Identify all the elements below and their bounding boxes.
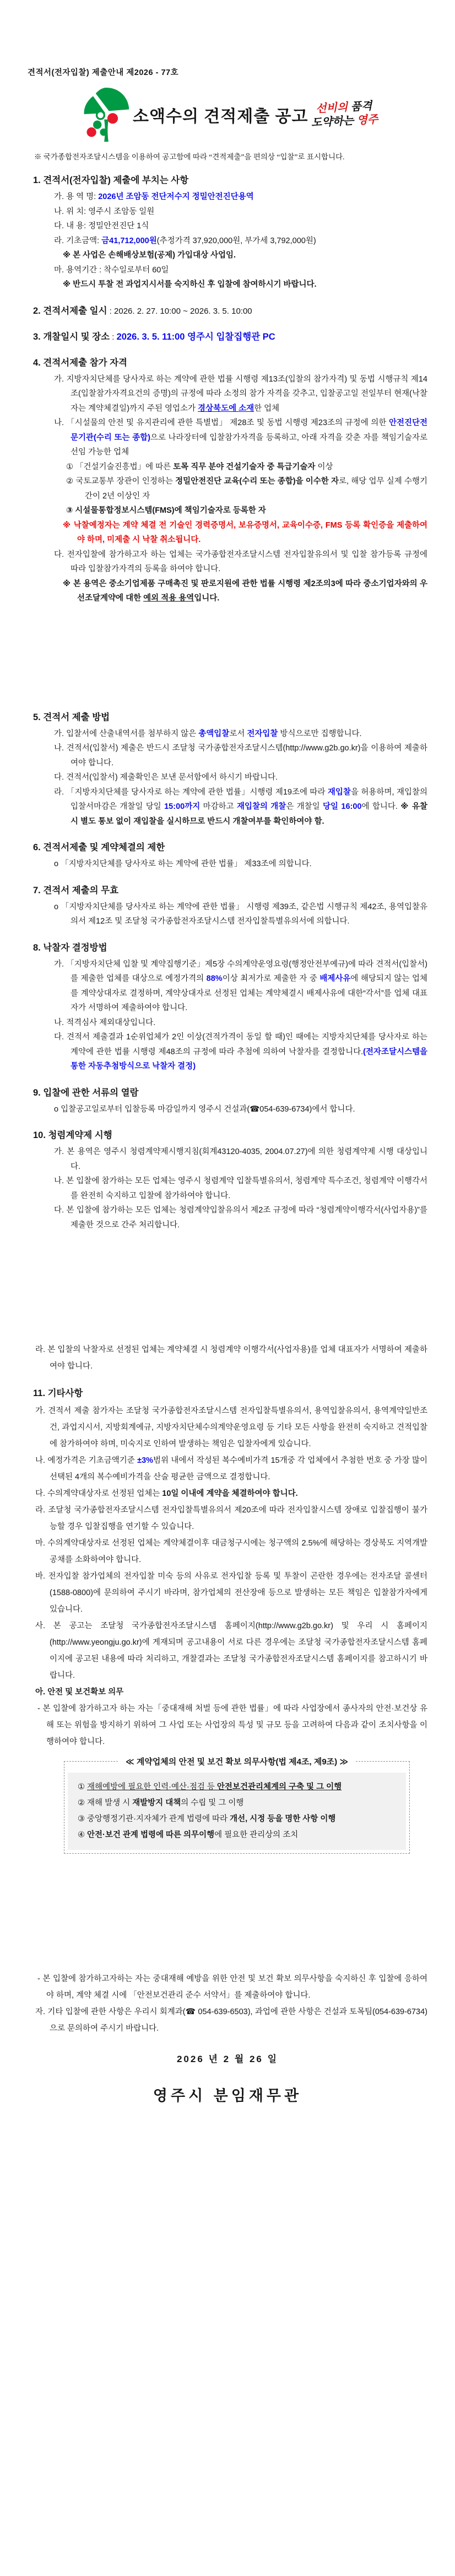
- slogan-word: 선비의: [316, 101, 351, 115]
- text-segment: 사. 본 공고는 조달청 국가종합전자조달시스템 홈페이지(http://www.g2b.go.kr) 및 우리 시 홈페이지(http://www.yeongju.go.kr)에 게재되며 공고내용이 서로 다른 경우에는 조달청 국가종합전자조달시스템 홈페이지에 공고된 내용에 따라 처리하고, 개찰결과는 조달청 국가종합전자조달시스템 홈페이지를 참고하시기 바랍니다.: [35, 1622, 427, 1680]
- text-segment: 토목 직무 분야 건설기술자 중 특급기술자: [173, 462, 316, 471]
- text-segment: 마. 수의계약대상자로 선정된 업체는 계약체결이후 대금청구시에는 청구액의 2.5%에 해당하는 경상북도 지역개발공채를 소화하여야 합니다.: [35, 1539, 427, 1564]
- text-segment: ④: [78, 1831, 88, 1839]
- section-heading: [33, 1129, 427, 1142]
- section-heading: [33, 884, 427, 897]
- text-segment: 재입찰의 개찰: [236, 802, 286, 811]
- paragraph: [28, 474, 427, 503]
- text-segment: 안전보건관리체계의 구축 및 그 이행: [216, 1783, 342, 1791]
- text-segment: 나. 본 입찰에 참가하는 모든 업체는 영주시 청렴계약 입찰특별유의서, 청렴계약 특수조건, 청렴계약 이행각서를 완전히 숙지하고 입찰에 참가하여야 합니다.: [54, 1177, 427, 1200]
- text-segment: ③ 중앙행정기관·지자체가 관계 법령에 따라: [78, 1815, 230, 1823]
- text-segment: ※ 반드시 투찰 전 과업지시서를 숙지하신 후 입찰에 참여하시기 바랍니다.: [63, 280, 317, 289]
- document-number: 견적서(전자입찰) 제출안내 제2026 - 77호: [28, 68, 179, 77]
- text-segment: 나. 예정가격은 기초금액기준: [35, 1456, 138, 1465]
- text-segment: 가. 용 역 명:: [54, 192, 99, 201]
- safety-duty-item: [74, 1827, 399, 1843]
- text-segment: 개선, 시정 등을 명한 사항 이행: [230, 1815, 336, 1823]
- paragraph: [28, 1502, 427, 1535]
- text-segment: 한 업체: [254, 404, 280, 413]
- text-segment: 2026. 3. 5. 11:00: [116, 331, 185, 342]
- text-segment: (추정가격 37,920,000원, 부가세 3,792,000원): [156, 236, 316, 245]
- text-segment: 다. 견적서 제출결과 1순위업체가 2인 이상(견적가격이 동일 할 때)인 때에는 지방자치단체를 당사자로 하는 계약에 관한 법률 시행령 제48조의 규정에 따라 추첨에 의하여 낙찰자를 결정합니다.: [54, 1033, 427, 1056]
- text-segment: 에 해당되지 않는 업체를 계약상대자로 결정하며, 계약상대자로 선정된 업체는 계약체결시 배제사유에 대한“각서”를 업체 대표자가 서명하여 제출하여야 합니다.: [71, 974, 427, 1012]
- page-gap-spacer: [28, 606, 427, 699]
- text-segment: ①: [78, 1783, 88, 1791]
- paragraph: [28, 190, 427, 205]
- text-segment: 로, 해당 업무 실제 수행기간이 2년 이상인 자: [85, 477, 427, 501]
- text-segment: 배제사유: [319, 974, 351, 983]
- paragraph: [28, 503, 427, 518]
- text-segment: 마. 용역기간 : 착수일로부터 60일: [54, 265, 169, 275]
- paragraph: [28, 741, 427, 770]
- text-segment: ※ 유찰 시 별도 통보 없이 재입찰을 실시하므로 반드시 개찰여부를 확인하여야 함.: [71, 802, 428, 826]
- text-segment: 6. 견적서제출 및 계약체결의 제한: [33, 842, 165, 852]
- text-segment: ② 재해 발생 시: [78, 1799, 133, 1807]
- paragraph: [28, 372, 427, 416]
- city-slogan: [307, 99, 381, 131]
- paragraph: [28, 1452, 427, 1485]
- text-segment: 5. 견적서 제출 방법: [33, 712, 110, 722]
- paragraph: [28, 219, 427, 234]
- announcement-date: 2026 년 2 월 26 일: [176, 2054, 279, 2064]
- section-heading: [33, 941, 427, 954]
- text-segment: 2026년 조암동 전단저수지 정밀안전진단용역: [98, 192, 254, 201]
- text-segment: 이상 최저가로 제출한 자 중: [222, 974, 320, 983]
- text-segment: 10. 청렴계약제 시행: [33, 1130, 112, 1140]
- text-segment: 가. 본 용역은 영주시 청렴계약제시행지침(회계43120-4035, 2004.07.27)에 의한 청렴계약제 시행 대상입니다.: [54, 1147, 427, 1171]
- text-segment: ※ 본 용역은 중소기업제품 구매촉진 및 판로지원에 관한 법률 시행령 제2조의3에 따라 중소기업자와의 우선조달계약에 대한: [63, 579, 427, 603]
- paragraph: [28, 234, 427, 249]
- usage-note: ※ 국가종합전자조달시스템을 이용하여 공고함에 따라 “견적제출”을 편의상 “입찰”로 표시합니다.: [34, 153, 345, 161]
- paragraph: [28, 2004, 427, 2037]
- text-segment: 라. 조달청 국가종합전자조달시스템 전자입찰특별유의서 제20조에 따라 전자입찰시스템 장애로 입찰집행이 불가능할 경우 입찰집행을 연기할 수 있습니다.: [35, 1506, 427, 1531]
- text-segment: ±3%: [137, 1456, 154, 1465]
- text-segment: 의 수립 및 그 이행: [181, 1799, 244, 1807]
- section-heading: [33, 1387, 427, 1400]
- text-segment: 4. 견적서제출 참가 자격: [33, 357, 127, 368]
- text-segment: - 본 입찰에 참가하고자 하는 자는「중대재해 처벌 등에 관한 법률」에 따라 사업장에서 종사자의 안전·보건상 유해 또는 위험을 방지하기 위하여 그 사업 또는 사업장의 특성 및 규모 등을 고려하여 다음과 같이 조치사항을 이행하여야 합니다.: [37, 1704, 427, 1746]
- text-segment: ① 「건설기술진흥법」에 따른: [66, 462, 174, 471]
- text-segment: 가. 입찰서에 산출내역서를 첨부하지 않은: [54, 729, 199, 738]
- text-segment: 2. 견적서제출 일시: [33, 305, 107, 316]
- text-segment: o 「지방자치단체를 당사자로 하는 계약에 관한 법률」 제33조에 의합니다.: [54, 860, 312, 868]
- text-segment: 안전진단전문기관(수리 또는 종합): [71, 418, 427, 442]
- section-heading: [33, 711, 427, 724]
- yeongju-city-logo-icon: [80, 87, 133, 143]
- text-segment: 재입찰: [327, 787, 351, 797]
- text-segment: ② 국토교통부 장관이 인정하는: [66, 477, 176, 486]
- text-segment: 으로 나라장터에 입찰참가자격을 등록하고, 아래 자격을 갖춘 자를 책임기술자로 선임 가능한 업체: [71, 433, 427, 457]
- text-segment: 나. 「시설물의 안전 및 유지관리에 관한 특별법」 제28조 및 동법 시행령 제23조의 규정에 의한: [54, 418, 389, 427]
- text-segment: 다. 견적서(입찰서) 제출확인은 보낸 문서함에서 하시기 바랍니다.: [54, 773, 278, 782]
- text-segment: 이상: [315, 462, 333, 471]
- text-segment: 다. 내 용: 정밀안전진단 1식: [54, 222, 149, 230]
- text-segment: 7. 견적서 제출의 무효: [33, 885, 119, 895]
- paragraph: [28, 518, 427, 548]
- paragraph: [28, 1618, 427, 1684]
- text-segment: 다. 전자입찰에 참가하고자 하는 업체는 국가종합전자조달시스템 전자입찰유의서 및 입찰 참가등록 규정에 따라 입찰참가자격의 등록을 하여야 합니다.: [54, 550, 427, 573]
- paragraph: [28, 1971, 427, 2004]
- text-segment: 다. 본 입찰에 참가하는 모든 업체는 청렴계약입찰유의서 제2조 규정에 따라 “청렴계약이행각서(사업자용)”를 제출한 것으로 간주 처리합니다.: [54, 1206, 427, 1230]
- text-segment: 다. 수의계약대상자로 선정된 업체는: [35, 1489, 162, 1498]
- section-heading: [33, 841, 427, 854]
- text-segment: 10일 이내에 계약을 체결하여야 합니다.: [162, 1489, 298, 1498]
- paragraph: [28, 205, 427, 219]
- paragraph: [28, 857, 427, 872]
- paragraph: [28, 1145, 427, 1174]
- text-segment: 자. 기타 입찰에 관한 사항은 우리시 회계과(☎ 054-639-6503), 과업에 관한 사항은 건설과 토목팀(054-639-6734)으로 문의하여 주시기 바랍니다.: [35, 2008, 427, 2033]
- text-segment: 가. 견적서 제출 참가자는 조달청 국가종합전자조달시스템 전자입찰특별유의서, 용역입찰유의서, 용역계약일반조건, 과업지시서, 지방회계예규, 지방자치단체수의계약운영요령 등 기타 모든 사항을 완전히 숙지하고 견적입찰에 참가하여야 하며, 미숙지로 인하여 발생하는 책임은 입찰자에게 있습니다.: [35, 1407, 427, 1448]
- text-segment: o 「지방자치단체를 당사자로 하는 계약에 관한 법률」 시행령 제39조, 같은법 시행규칙 제42조, 용역입찰유의서 제12조 및 조달청 국가종합전자조달시스템 전자입찰특별유의서에 의합니다.: [54, 902, 427, 926]
- text-segment: 당일 16:00: [323, 802, 362, 811]
- text-segment: 금41,712,000원: [101, 236, 157, 245]
- text-segment: 마감하고: [200, 802, 237, 811]
- page-gap-spacer: [28, 1232, 427, 1341]
- text-segment: 8. 낙찰자 결정방법: [33, 942, 107, 953]
- paragraph: [28, 416, 427, 460]
- section-heading: [33, 174, 427, 187]
- safety-duty-box-title: ≪ 계약업체의 안전 및 보건 확보 의무사항(법 제4조, 제9조) ≫: [119, 1756, 355, 1767]
- paragraph: [28, 1403, 427, 1452]
- text-segment: 아. 안전 및 보건확보 의무: [35, 1688, 124, 1697]
- text-segment: 총액입찰: [198, 729, 230, 738]
- paragraph: [28, 277, 427, 292]
- document-header: [80, 87, 380, 143]
- text-segment: 예외 적용 용역: [143, 594, 194, 603]
- text-segment: 정밀안전진단 교육(수리 또는 종합)을 이수한 자: [175, 477, 339, 486]
- paragraph: [28, 770, 427, 785]
- paragraph: [28, 1535, 427, 1568]
- text-segment: (전자조달시스템을 통한 자동추첨방식으로 낙찰자 결정): [71, 1047, 427, 1071]
- text-segment: 나. 적격심사 제외대상입니다.: [54, 1018, 156, 1027]
- document-body: [28, 174, 427, 2105]
- text-segment: 가. 지방자치단체를 당사자로 하는 계약에 관한 법률 시행령 제13조(입찰의 참가자격) 및 동법 시행규칙 제14조(입찰참가자격요건의 증명)의 규정에 따라 소정의 참가 자격을 갖추고, 입찰공고일 전일부터 현재(낙찰자는 계약체결일)까지 주된 영업소가: [54, 374, 427, 413]
- text-segment: 9. 입찰에 관한 서류의 열람: [33, 1087, 139, 1098]
- section-heading: [33, 330, 427, 344]
- text-segment: 에 필요한 관리상의 조치: [214, 1831, 299, 1839]
- text-segment: 15:00까지: [164, 802, 201, 811]
- text-segment: 방식으로만 집행합니다.: [278, 729, 362, 738]
- text-segment: 안전·보건 관계 법령에 따른 의무이행: [87, 1831, 215, 1839]
- issuer-signature: 영주시 분임재무관: [153, 2087, 302, 2104]
- text-segment: : 2026. 2. 27. 10:00 ~ 2026. 3. 5. 10:00: [107, 306, 252, 316]
- text-segment: 입니다.: [194, 594, 220, 603]
- safety-duty-box-body: [68, 1773, 406, 1850]
- paragraph: [28, 1568, 427, 1618]
- paragraph: [28, 1030, 427, 1074]
- safety-duty-box: [64, 1757, 410, 1854]
- section-heading: [33, 304, 427, 318]
- text-segment: ※ 낙찰예정자는 계약 체결 전 기술인 경력증명서, 보유증명서, 교육이수증, FMS 등록 확인증을 제출하여야 하며, 미제출 시 낙찰 취소됩니다.: [63, 520, 427, 544]
- text-segment: 영주시 입찰집행관 PC: [185, 331, 275, 342]
- paragraph: [28, 727, 427, 742]
- text-segment: 재발방지 대책: [132, 1799, 181, 1807]
- text-segment: 가. 「지방자치단체 입찰 및 계약집행기준」제5장 수의계약운영요령(행정안전부예규)에 따라 견적서(입찰서)를 제출한 업체를 대상으로 예정가격의: [54, 959, 427, 983]
- paragraph: [28, 1016, 427, 1031]
- text-segment: 1. 견적서(전자입찰) 제출에 부치는 사항: [33, 175, 189, 185]
- text-segment: ※ 본 사업은 손해배상보험(공제) 가입대상 사업임.: [63, 251, 236, 260]
- paragraph: [28, 1700, 427, 1750]
- paragraph: [28, 1341, 427, 1375]
- text-segment: 은 개찰일: [286, 802, 323, 811]
- text-segment: 전자입찰: [247, 729, 278, 738]
- slogan-word: 도약하는: [311, 114, 358, 130]
- paragraph: [28, 460, 427, 475]
- text-segment: 경상북도에 소재: [198, 404, 254, 413]
- safety-duty-item: [74, 1795, 399, 1811]
- text-segment: 로서: [229, 729, 247, 738]
- paragraph: [28, 900, 427, 929]
- section-heading: [33, 356, 427, 369]
- text-segment: 에 합니다.: [361, 802, 401, 811]
- text-segment: 라. 「지방자치단체를 당사자로 하는 계약에 관한 법률」시행령 제19조에 따라: [54, 787, 328, 797]
- text-segment: 라. 본 입찰의 낙찰자로 선정된 업체는 계약체결 시 청렴계약 이행각서(사업자용)를 업체 대표자가 서명하여 제출하여야 합니다.: [35, 1345, 427, 1371]
- paragraph: [28, 1203, 427, 1232]
- text-segment: :: [110, 332, 117, 342]
- text-segment: 재해예방에 필요한 인력·예산·점검 등: [87, 1783, 217, 1791]
- paragraph: [28, 248, 427, 263]
- paragraph: [28, 1485, 427, 1502]
- safety-duty-item: [74, 1779, 399, 1795]
- text-segment: 3. 개찰일시 및 장소: [33, 331, 110, 342]
- paragraph: [28, 785, 427, 829]
- text-segment: 88%: [206, 974, 223, 983]
- announcement-title: 소액수의 견적제출 공고: [133, 108, 308, 126]
- paragraph: [28, 1102, 427, 1117]
- text-segment: ③ 시설물통합정보시스템(FMS)에 책임기술자로 등록한 자: [66, 506, 266, 515]
- paragraph: [28, 957, 427, 1016]
- text-segment: - 본 입찰에 참가하고자하는 자는 중대재해 예방을 위한 안전 및 보건 확보 의무사항을 숙지하신 후 입찰에 응하여야 하며, 계약 체결 시에 「안전보건관리 준수 서약서」를 제출하여야 합니다.: [37, 1974, 427, 2000]
- safety-duty-item: [74, 1811, 399, 1827]
- text-segment: 범위 내에서 작성된 복수예비가격 15개중 각 업체에서 추첨한 번호 중 가장 많이 선택된 4개의 복수예비가격을 산술 평균한 금액으로 결정합니다.: [50, 1456, 427, 1482]
- paragraph: [28, 1684, 427, 1700]
- text-segment: 11. 기타사항: [33, 1388, 83, 1398]
- text-segment: 나. 위 치: 영주시 조암동 일원: [54, 207, 155, 216]
- text-segment: o 입찰공고일로부터 입찰등록 마감일까지 영주시 건설과(☎054-639-6734)에서 합니다.: [54, 1104, 355, 1114]
- paragraph: [28, 1174, 427, 1203]
- text-segment: 라. 기초금액:: [54, 236, 102, 245]
- text-segment: 을 허용하며, 재입찰의 입찰서마감은 개찰일 당일: [71, 787, 427, 811]
- paragraph: [28, 548, 427, 577]
- text-segment: 나. 견적서(입찰서) 제출은 반드시 조달청 국가종합전자조달시스템(http://www.g2b.go.kr)을 이용하여 제출하여야 합니다.: [54, 744, 427, 768]
- paragraph: [28, 263, 427, 278]
- paragraph: [28, 577, 427, 606]
- slogan-word: 품격: [350, 100, 373, 114]
- page-gap-spacer: [28, 1854, 427, 1971]
- slogan-word: 영주: [356, 113, 379, 127]
- text-segment: 바. 전자입찰 참가업체의 전자입찰 미숙 등의 사유로 전자입찰 등록 및 투찰이 곤란한 경우에는 전자조달 콜센터(1588-0800)에 문의하여 주시기 바라며, 참가업체의 전산장애 등으로 발생하는 모든 책임은 입찰참가자에게 있습니다.: [35, 1572, 427, 1614]
- section-heading: [33, 1086, 427, 1099]
